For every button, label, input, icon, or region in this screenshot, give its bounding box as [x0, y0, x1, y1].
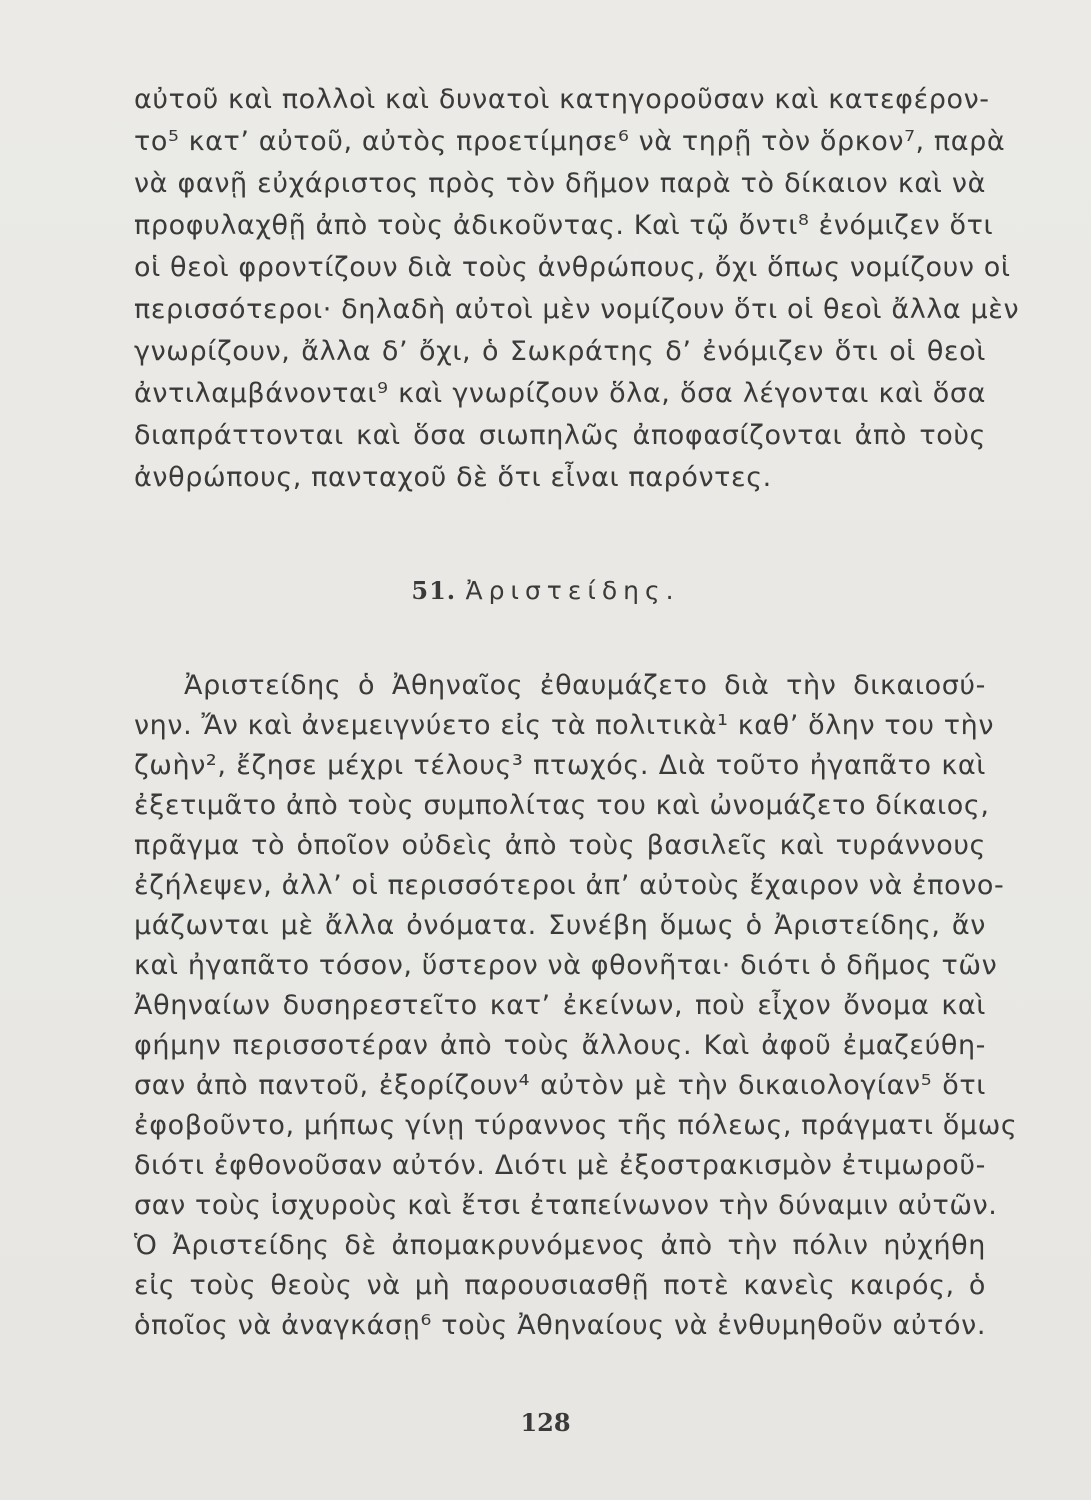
text-line: νὰ φανῇ εὐχάριστος πρὸς τὸν δῆμον παρὰ τὸ δίκαιον καὶ νὰ [134, 168, 986, 199]
text-line: ζωὴν², ἔζησε μέχρι τέλους³ πτωχός. Διὰ τοῦτο ἠγαπᾶτο καὶ [134, 750, 986, 781]
text-line: το⁵ κατ’ αὐτοῦ, αὐτὸς προετίμησε⁶ νὰ τηρῇ τὸν ὅρκον⁷, παρὰ [134, 126, 1006, 157]
text-line: ἀντιλαμβάνονται⁹ καὶ γνωρίζουν ὅλα, ὅσα λέγονται καὶ ὅσα [134, 378, 986, 409]
text-line: οἱ θεοὶ φροντίζουν διὰ τοὺς ἀνθρώπους, ὄχι ὅπως νομίζουν οἱ [134, 252, 1011, 283]
text-line: Ἀριστείδης ὁ Ἀθηναῖος ἐθαυμάζετο διὰ τὴν δικαιοσύ- [184, 670, 986, 701]
text-line: διότι ἐφθονοῦσαν αὐτόν. Διότι μὲ ἐξοστρακισμὸν ἐτιμωροῦ- [134, 1150, 986, 1181]
section-number: 51. [411, 576, 457, 605]
text-line: ἀνθρώπους, πανταχοῦ δὲ ὅτι εἶναι παρόντες. [134, 462, 772, 493]
text-line: περισσότεροι· δηλαδὴ αὐτοὶ μὲν νομίζουν ὅτι οἱ θεοὶ ἄλλα μὲν [134, 294, 1020, 325]
text-line: σαν τοὺς ἰσχυροὺς καὶ ἔτσι ἐταπείνωνον τὴν δύναμιν αὐτῶν. [134, 1190, 998, 1221]
text-line: αὐτοῦ καὶ πολλοὶ καὶ δυνατοὶ κατηγοροῦσαν καὶ κατεφέρον- [134, 84, 990, 115]
text-line: ἐφοβοῦντο, μήπως γίνῃ τύραννος τῆς πόλεως, πράγματι ὅμως [134, 1110, 1018, 1141]
text-line: ἐξετιμᾶτο ἀπὸ τοὺς συμπολίτας του καὶ ὠνομάζετο δίκαιος, [134, 790, 990, 821]
text-line: νην. Ἄν καὶ ἀνεμειγνύετο εἰς τὰ πολιτικὰ¹ καθ’ ὅλην του τὴν [134, 710, 995, 741]
text-line: γνωρίζουν, ἄλλα δ’ ὄχι, ὁ Σωκράτης δ’ ἐνόμιζεν ὅτι οἱ θεοὶ [134, 336, 986, 367]
text-line: Ὁ Ἀριστείδης δὲ ἀπομακρυνόμενος ἀπὸ τὴν πόλιν ηὐχήθη [134, 1230, 986, 1261]
text-line: εἰς τοὺς θεοὺς νὰ μὴ παρουσιασθῇ ποτὲ κανεὶς καιρός, ὁ [134, 1270, 986, 1301]
text-line: μάζωνται μὲ ἄλλα ὀνόματα. Συνέβη ὅμως ὁ Ἀριστείδης, ἄν [134, 910, 986, 941]
text-line: φήμην περισσοτέραν ἀπὸ τοὺς ἄλλους. Καὶ ἀφοῦ ἐμαζεύθη- [134, 1030, 986, 1061]
text-line: Ἀθηναίων δυσηρεστεῖτο κατ’ ἐκείνων, ποὺ εἶχον ὄνομα καὶ [134, 990, 986, 1021]
text-line: καὶ ἠγαπᾶτο τόσον, ὕστερον νὰ φθονῆται· διότι ὁ δῆμος τῶν [134, 950, 998, 981]
section-title: Ἀριστείδης. [465, 576, 680, 605]
text-line: ὁποῖος νὰ ἀναγκάσῃ⁶ τοὺς Ἀθηναίους νὰ ἐνθυμηθοῦν αὐτόν. [134, 1310, 986, 1341]
text-line: διαπράττονται καὶ ὅσα σιωπηλῶς ἀποφασίζονται ἀπὸ τοὺς [134, 420, 986, 451]
text-line: προφυλαχθῇ ἀπὸ τοὺς ἀδικοῦντας. Καὶ τῷ ὄντι⁸ ἐνόμιζεν ὅτι [134, 210, 994, 241]
text-line: πρᾶγμα τὸ ὁποῖον οὐδεὶς ἀπὸ τοὺς βασιλεῖς καὶ τυράννους [134, 830, 986, 861]
page-number: 128 [520, 1408, 571, 1437]
text-line: ἐζήλεψεν, ἀλλ’ οἱ περισσότεροι ἀπ’ αὐτοὺς ἔχαιρον νὰ ἐπονο- [134, 870, 1005, 901]
text-line: σαν ἀπὸ παντοῦ, ἐξορίζουν⁴ αὐτὸν μὲ τὴν δικαιολογίαν⁵ ὅτι [134, 1070, 986, 1101]
section-heading [0, 576, 1091, 605]
